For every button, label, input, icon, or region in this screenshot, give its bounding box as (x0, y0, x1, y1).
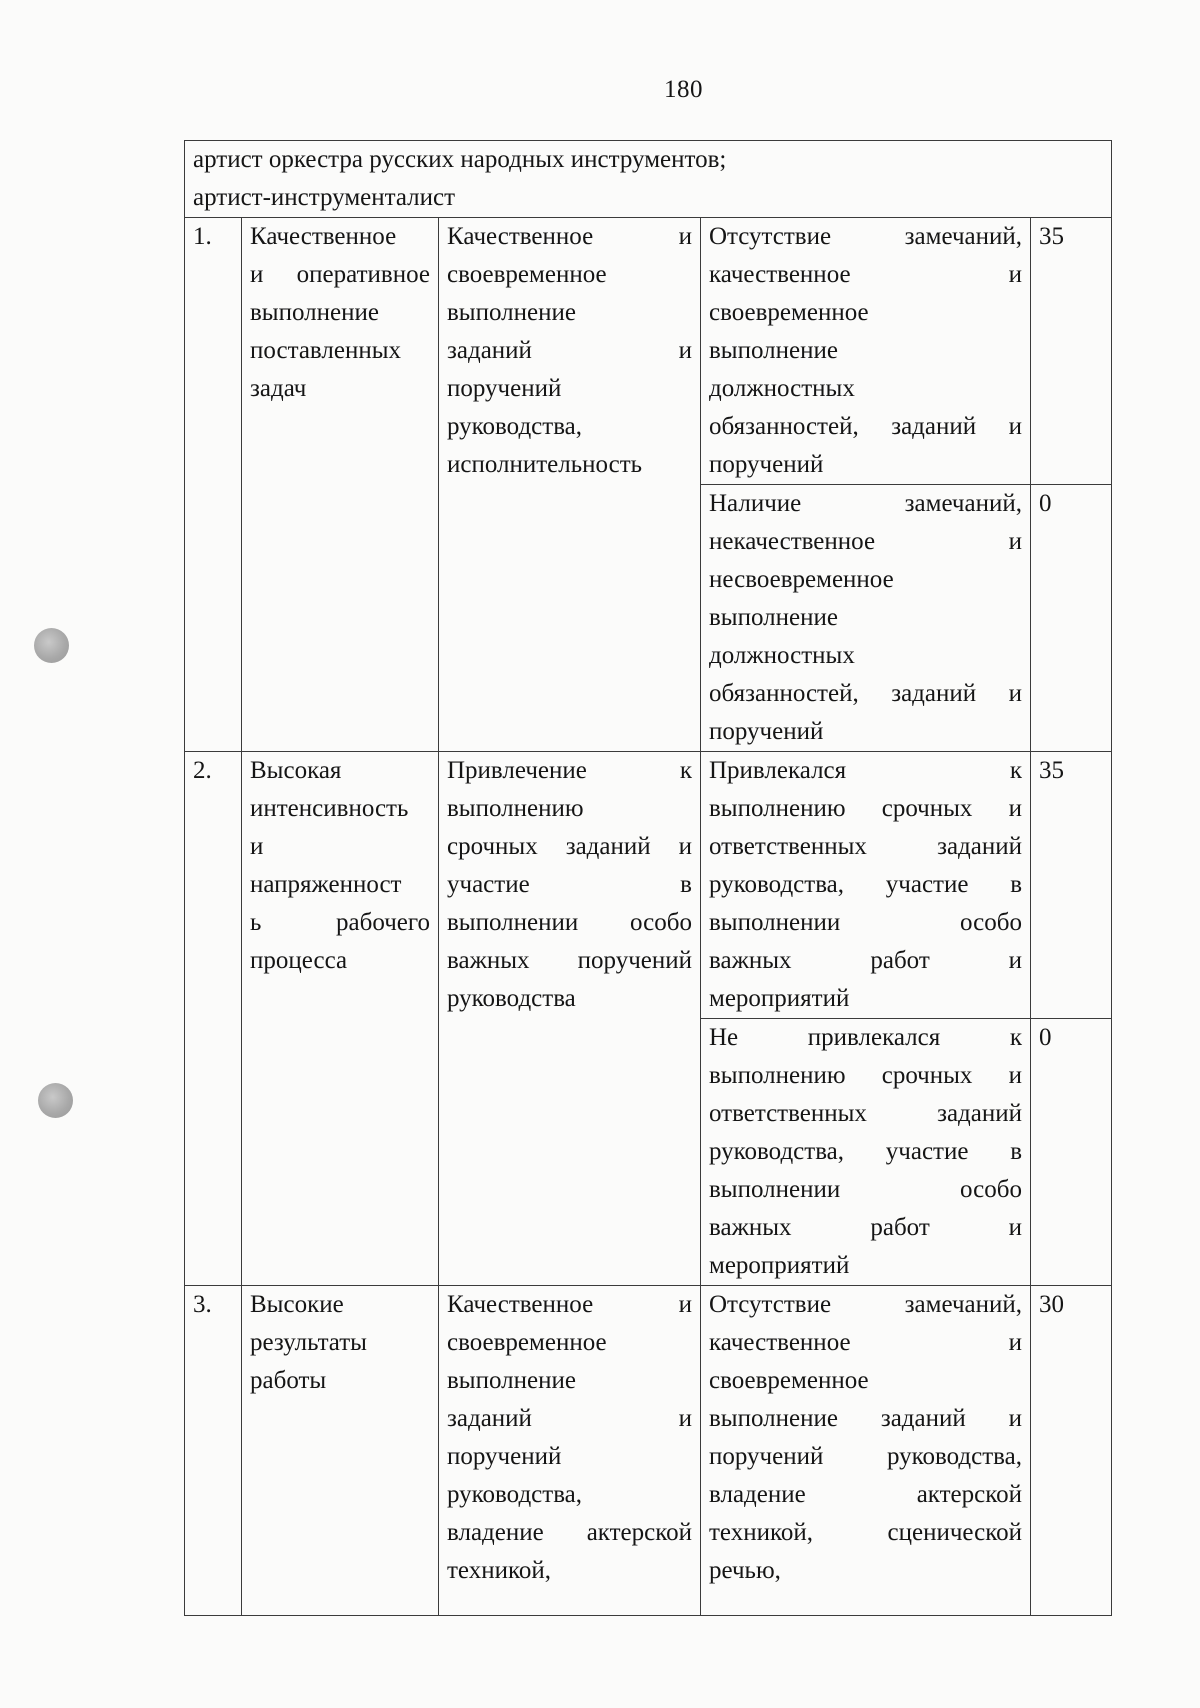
header-line: артист оркестра русских народных инструментов; (193, 146, 727, 173)
indicator-line: выполнении особо (447, 909, 692, 936)
condition-cell (701, 1286, 1031, 1616)
points-cell (1031, 1019, 1112, 1286)
indicator-line: выполнение (447, 1367, 576, 1394)
condition-line: обязанностей, заданий и (709, 413, 1022, 440)
criteria-table (184, 140, 1112, 1616)
criterion-cell (242, 752, 439, 1286)
points-value: 35 (1039, 757, 1064, 784)
indicator-line: Качественное и (447, 223, 692, 250)
indicator-line: своевременное (447, 1329, 607, 1356)
points-cell (1031, 1286, 1112, 1616)
condition-line: выполнению срочных и (709, 1062, 1022, 1089)
table-row (185, 218, 1112, 485)
indicator-line: Привлечение к (447, 757, 692, 784)
indicator-line: заданий и (447, 337, 692, 364)
row-number-cell (185, 752, 242, 1286)
punch-hole (38, 1083, 73, 1118)
criterion-line: и оперативное (250, 261, 430, 288)
condition-line: Отсутствие замечаний, (709, 223, 1022, 250)
condition-line: владение актерской (709, 1481, 1022, 1508)
indicator-line: важных поручений (447, 947, 692, 974)
indicator-line: руководства, (447, 1481, 583, 1508)
criterion-line: Качественное (250, 223, 397, 250)
indicator-cell (439, 218, 701, 752)
indicator-line: срочных заданий и (447, 833, 692, 860)
condition-line: поручений (709, 718, 824, 745)
row-number-cell (185, 218, 242, 752)
condition-line: мероприятий (709, 1252, 850, 1279)
points-value: 0 (1039, 1024, 1052, 1051)
condition-line: своевременное (709, 299, 869, 326)
condition-line: поручений руководства, (709, 1443, 1022, 1470)
indicator-line: своевременное (447, 261, 607, 288)
condition-cell (701, 485, 1031, 752)
row-number-cell (185, 1286, 242, 1616)
condition-line: руководства, участие в (709, 871, 1022, 898)
condition-line: Не привлекался к (709, 1024, 1022, 1051)
points-value: 0 (1039, 490, 1052, 517)
condition-line: мероприятий (709, 985, 850, 1012)
header-line: артист-инструменталист (193, 184, 456, 211)
row-number: 3. (193, 1291, 212, 1318)
condition-line: должностных (709, 375, 855, 402)
criterion-line: поставленных (250, 337, 402, 364)
criterion-cell (242, 1286, 439, 1616)
condition-line: несвоевременное (709, 566, 894, 593)
condition-line: выполнение (709, 604, 838, 631)
condition-line: речью, (709, 1557, 781, 1584)
condition-line: ответственных заданий (709, 1100, 1022, 1127)
indicator-line: выполнение (447, 299, 576, 326)
criterion-line: интенсивность (250, 795, 409, 822)
condition-line: должностных (709, 642, 855, 669)
table-header-row (185, 141, 1112, 218)
punch-hole (34, 628, 69, 663)
condition-line: выполнении особо (709, 909, 1022, 936)
indicator-line: техникой, (447, 1557, 551, 1584)
condition-line: своевременное (709, 1367, 869, 1394)
condition-line: некачественное и (709, 528, 1022, 555)
points-cell (1031, 485, 1112, 752)
criterion-line: и (250, 833, 264, 860)
criterion-line: Высокие (250, 1291, 344, 1318)
indicator-cell (439, 752, 701, 1286)
points-value: 35 (1039, 223, 1064, 250)
points-value: 30 (1039, 1291, 1064, 1318)
criterion-line: процесса (250, 947, 348, 974)
criterion-line: выполнение (250, 299, 379, 326)
condition-line: выполнение заданий и (709, 1405, 1022, 1432)
criterion-line: напряженност (250, 871, 402, 898)
indicator-line: участие в (447, 871, 692, 898)
criterion-line: ь рабочего (250, 909, 430, 936)
condition-line: Привлекался к (709, 757, 1022, 784)
condition-line: важных работ и (709, 947, 1022, 974)
condition-line: выполнение (709, 337, 838, 364)
condition-line: качественное и (709, 261, 1022, 288)
criterion-cell (242, 218, 439, 752)
condition-line: важных работ и (709, 1214, 1022, 1241)
row-number: 2. (193, 757, 212, 784)
row-number: 1. (193, 223, 212, 250)
condition-line: Наличие замечаний, (709, 490, 1022, 517)
table-row (185, 1286, 1112, 1616)
condition-cell (701, 752, 1031, 1019)
indicator-cell (439, 1286, 701, 1616)
condition-line: Отсутствие замечаний, (709, 1291, 1022, 1318)
page-number: 180 (664, 76, 703, 103)
criterion-line: результаты (250, 1329, 367, 1356)
points-cell (1031, 752, 1112, 1019)
header-cell (185, 141, 1112, 218)
indicator-line: выполнению (447, 795, 584, 822)
criterion-line: Высокая (250, 757, 342, 784)
indicator-line: заданий и (447, 1405, 692, 1432)
condition-line: руководства, участие в (709, 1138, 1022, 1165)
indicator-line: руководства (447, 985, 576, 1012)
condition-line: ответственных заданий (709, 833, 1022, 860)
condition-line: техникой, сценической (709, 1519, 1022, 1546)
condition-cell (701, 218, 1031, 485)
condition-line: поручений (709, 451, 824, 478)
condition-line: обязанностей, заданий и (709, 680, 1022, 707)
condition-line: выполнению срочных и (709, 795, 1022, 822)
indicator-line: Качественное и (447, 1291, 692, 1318)
indicator-line: поручений (447, 375, 562, 402)
condition-line: качественное и (709, 1329, 1022, 1356)
criterion-line: задач (250, 375, 307, 402)
criterion-line: работы (250, 1367, 327, 1394)
table-row (185, 752, 1112, 1019)
indicator-line: руководства, (447, 413, 583, 440)
indicator-line: исполнительность (447, 451, 643, 478)
condition-cell (701, 1019, 1031, 1286)
indicator-line: поручений (447, 1443, 562, 1470)
indicator-line: владение актерской (447, 1519, 692, 1546)
points-cell (1031, 218, 1112, 485)
condition-line: выполнении особо (709, 1176, 1022, 1203)
